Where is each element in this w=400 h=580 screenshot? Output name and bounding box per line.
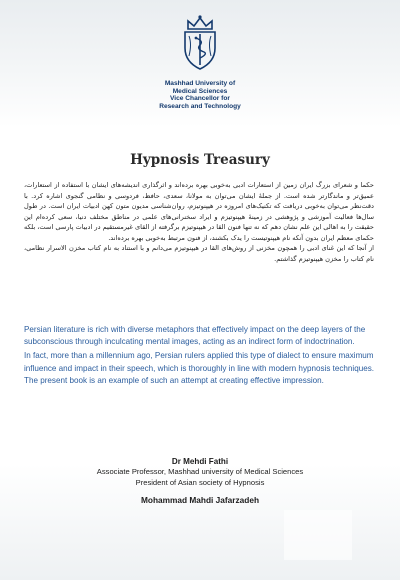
barcode-area xyxy=(284,510,352,560)
english-description xyxy=(24,324,376,389)
signature-block xyxy=(0,456,400,506)
english-paragraph: In fact, more than a millennium ago, Persian rulers applied this type of dialect to ensure maximum influence and impact in their speech, which is thoroughly in line with modern hypnosis techniques. The present book is an example of such an attempt at creating effective impression. xyxy=(24,351,375,385)
persian-description xyxy=(24,180,374,264)
translator-name: Mohammad Mahdi Jafarzadeh xyxy=(140,495,260,505)
university-logo-block xyxy=(0,12,400,110)
university-emblem-icon xyxy=(175,12,225,74)
university-name xyxy=(159,80,241,110)
book-title: Hypnosis Treasury xyxy=(130,152,270,168)
author-name: Dr Mehdi Fathi xyxy=(171,457,229,466)
persian-paragraph: از آنجا که این غنای ادبی را همچون مخزنی از روش‌های القا در هیپنوتیزم می‌دانم و با استناد به نام کتاب مخزن الاسرار نظامی، نام کتاب را مخزن هیپنوتیزم گذاشتم. xyxy=(24,244,374,263)
persian-paragraph: حکما و شعرای بزرگ ایران زمین از استعارات ادبی به‌خوبی بهره برده‌اند و اثرگذاری اندیشه‌های ایشان با استفاده از استعارات، عمیق‌تر و ماندگارتر شده است. از جملهٔ ایشان می‌توان به مولانا، سعدی، حافظ، فردوسی و نظامی گنجوی اشاره کرد. با دقت‌نظر می‌توان به‌خوبی دریافت که تکنیک‌های امروزه در هیپنوتیزم، روان‌شناسی مدیون متون کهن ادبیات ایران است. در طول سال‌ها فعالیت آموزشی و پژوهشی در زمینهٔ هیپنوتیزم و ایراد سخنرانی‌های علمی در مناطق مختلف دنیا، سعی کرده‌ام این حقیقت را به اهالی این علم نشان دهم که نه تنها فنون القا در هیپنوتیزم برگرفته از القای غیرمستقیم در ادبیات پارسی است، بلکه حکمای معظم ایران بدون آنکه نام هیپنوتیست را یدک بکشند، از فنون مرتبط به‌خوبی بهره برده‌اند. xyxy=(24,181,374,242)
author-society: President of Asian society of Hypnosis xyxy=(135,477,265,487)
university-line: Medical Sciences xyxy=(172,87,228,95)
university-line: Vice Chancellor for xyxy=(170,95,230,103)
author-position: Associate Professor, Mashhad university of Medical Sciences xyxy=(96,467,304,476)
english-paragraph: Persian literature is rich with diverse metaphors that effectively impact on the deep layers of the subconscious through inculcating mental images, acting as an indirect form of indoctrination. xyxy=(24,325,366,347)
university-line: Research and Technology xyxy=(159,102,241,110)
university-line: Mashhad University of xyxy=(164,80,236,87)
